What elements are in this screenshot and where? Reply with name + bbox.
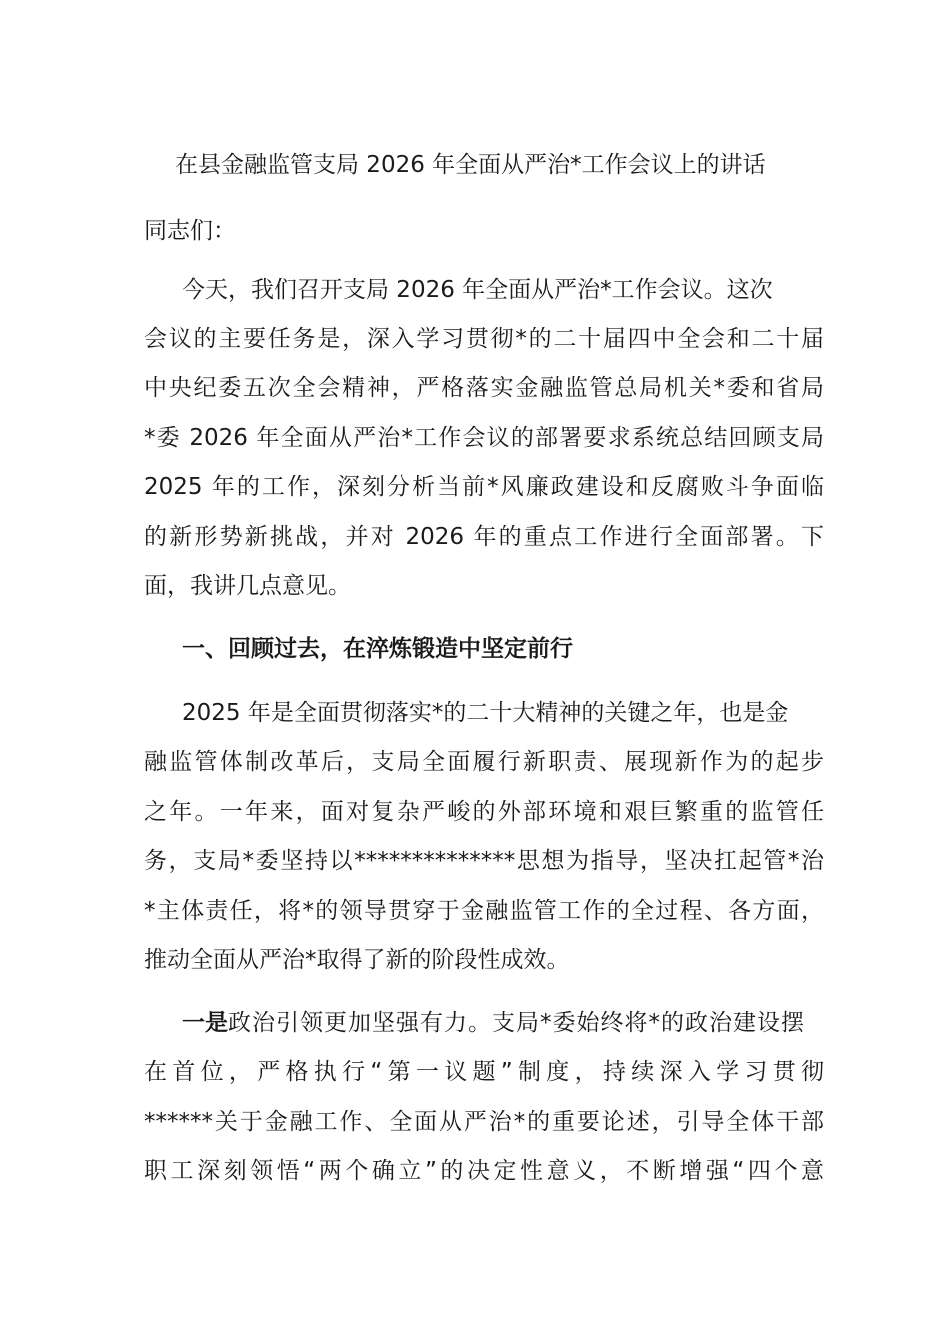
paragraph-line: 的新形势新挑战，并对 2026 年的重点工作进行全面部署。下 (144, 524, 824, 550)
document-title: 在县金融监管支局 2026 年全面从严治*工作会议上的讲话 (175, 152, 766, 178)
paragraph-line: *主体责任，将*的领导贯穿于金融监管工作的全过程、各方面， (144, 898, 824, 924)
paragraph-line: 在首位，严格执行“第一议题”制度，持续深入学习贯彻 (144, 1059, 824, 1085)
paragraph-line: 2025 年是全面贯彻落实*的二十大精神的关键之年，也是金 (182, 700, 789, 726)
paragraph-line (182, 1005, 804, 1041)
paragraph-lead: 一是 (182, 1010, 228, 1036)
paragraph-line: ******关于金融工作、全面从严治*的重要论述，引导全体干部 (144, 1109, 824, 1135)
paragraph-line: 之年。一年来，面对复杂严峻的外部环境和艰巨繁重的监管任 (144, 799, 824, 825)
paragraph-line: 职工深刻领悟“两个确立”的决定性意义，不断增强“四个意 (144, 1158, 824, 1184)
paragraph-line: 中央纪委五次全会精神，严格落实金融监管总局机关*委和省局 (144, 375, 824, 401)
paragraph-line: 务，支局*委坚持以**************思想为指导，坚决扛起管*治 (144, 848, 824, 874)
paragraph-line: 会议的主要任务是，深入学习贯彻*的二十届四中全会和二十届 (144, 326, 824, 352)
paragraph-line: 面，我讲几点意见。 (144, 573, 351, 599)
section-heading: 一、回顾过去，在淬炼锻造中坚定前行 (182, 636, 573, 662)
salutation: 同志们： (144, 218, 236, 244)
paragraph-line: 今天，我们召开支局 2026 年全面从严治*工作会议。这次 (182, 277, 773, 303)
paragraph-line: *委 2026 年全面从严治*工作会议的部署要求系统总结回顾支局 (144, 425, 824, 451)
paragraph-line: 推动全面从严治*取得了新的阶段性成效。 (144, 947, 570, 973)
paragraph-text: 政治引领更加坚强有力。支局*委始终将*的政治建设摆 (228, 1010, 804, 1036)
paragraph-line: 2025 年的工作，深刻分析当前*风廉政建设和反腐败斗争面临 (144, 474, 824, 500)
paragraph-line: 融监管体制改革后，支局全面履行新职责、展现新作为的起步 (144, 749, 824, 775)
